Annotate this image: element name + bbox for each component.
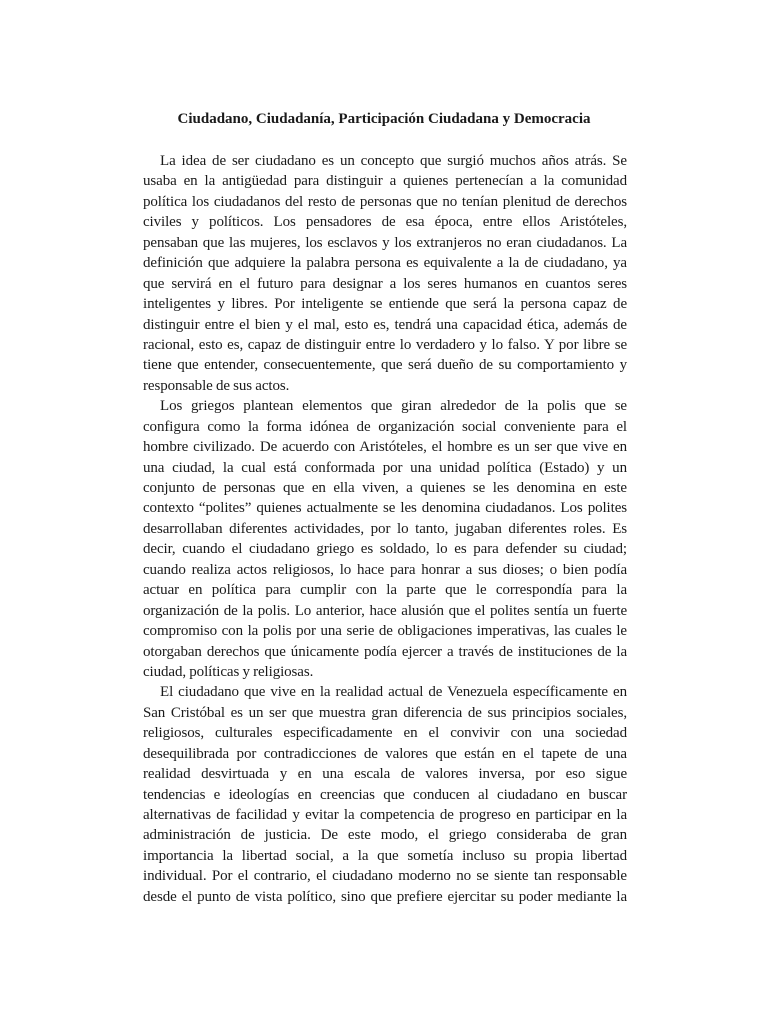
- text-line: importancia la libertad social, a la que sometía incluso su propia libertad: [143, 847, 627, 864]
- text-line: definición que adquiere la palabra persona es equivalente a la de ciudadano, ya: [143, 255, 627, 272]
- text-line: responsable de sus actos.: [143, 377, 290, 394]
- text-line: realidad desvirtuada y en una escala de valores inversa, por eso sigue: [143, 766, 627, 783]
- text-line: conjunto de personas que en ella viven, a quienes se les denomina en este: [143, 480, 627, 496]
- text-line: racional, esto es, capaz de distinguir entre lo verdadero y lo falso. Y por libre se: [143, 336, 627, 353]
- paragraph-1: [143, 151, 627, 396]
- text-line: que servirá en el futuro para designar a los seres humanos en cuantos seres: [143, 275, 627, 292]
- text-line: actuar en política para cumplir con la parte que le correspondía para la: [143, 582, 627, 599]
- text-line: alternativas de facilidad y evitar la competencia de progreso en participar en la: [143, 807, 627, 823]
- text-line: otorgaban derechos que únicamente podía ejercer a través de instituciones de la: [143, 643, 627, 660]
- text-line: organización de la polis. Lo anterior, hace alusión que el polites sentía un fuerte: [143, 602, 627, 619]
- text-line: administración de justicia. De este modo, el griego consideraba de gran: [143, 827, 627, 844]
- text-line: desequilibrada por contradicciones de valores que están en el tapete de una: [143, 745, 627, 762]
- text-line: tiene que entender, consecuentemente, que será dueño de su comportamiento y: [143, 357, 627, 374]
- text-line: una ciudad, la cual está conformada por una unidad política (Estado) y un: [143, 459, 627, 476]
- text-line: ciudad, políticas y religiosas.: [143, 663, 314, 680]
- text-line: desarrollaban diferentes actividades, por lo tanto, jugaban diferentes roles. Es: [143, 520, 627, 537]
- paragraph-2: [143, 396, 627, 682]
- paragraph-3: [143, 682, 627, 907]
- text-line: La idea de ser ciudadano es un concepto que surgió muchos años atrás. Se: [160, 153, 627, 169]
- text-line: cuando realiza actos religiosos, lo hace para honrar a sus dioses; o bien podía: [143, 561, 627, 578]
- text-line: desde el punto de vista político, sino que prefiere ejercitar su poder mediante la: [143, 888, 627, 905]
- document-title: Ciudadano, Ciudadanía, Participación Ciudadana y Democracia: [177, 111, 591, 127]
- text-line: usaba en la antigüedad para distinguir a quienes pertenecían a la comunidad: [143, 173, 627, 190]
- text-line: tendencias e ideologías en creencias que conducen al ciudadano en buscar: [143, 786, 627, 803]
- text-line: individual. Por el contrario, el ciudadano moderno no se siente tan responsable: [143, 868, 627, 885]
- text-line: pensaban que las mujeres, los esclavos y los extranjeros no eran ciudadanos. La: [143, 234, 627, 251]
- text-line: civiles y políticos. Los pensadores de esa época, entre ellos Aristóteles,: [143, 214, 627, 231]
- text-line: política los ciudadanos del resto de personas que no tenían plenitud de derechos: [143, 193, 627, 210]
- text-line: El ciudadano que vive en la realidad actual de Venezuela específicamente en: [160, 684, 627, 701]
- text-line: hombre civilizado. De acuerdo con Aristóteles, el hombre es un ser que vive en: [143, 439, 627, 456]
- text-line: religiosos, culturales especificadamente en el convivir con una sociedad: [143, 725, 627, 742]
- document-body: [143, 151, 627, 907]
- text-line: compromiso con la polis por una serie de obligaciones imperativas, las cuales le: [143, 623, 627, 640]
- text-line: configura como la forma idónea de organización social conveniente para el: [143, 418, 627, 435]
- text-line: inteligentes y libres. Por inteligente se entiende que será la persona capaz de: [143, 296, 627, 313]
- text-line: decir, cuando el ciudadano griego es soldado, lo es para defender su ciudad;: [143, 541, 627, 558]
- text-line: San Cristóbal es un ser que muestra gran diferencia de sus principios sociales,: [143, 704, 627, 721]
- text-line: distinguir entre el bien y el mal, esto es, tendrá una capacidad ética, además de: [143, 316, 627, 333]
- text-line: contexto “polites” quienes actualmente se les denomina ciudadanos. Los polites: [143, 500, 627, 517]
- text-line: Los griegos plantean elementos que giran alrededor de la polis que se: [160, 398, 627, 415]
